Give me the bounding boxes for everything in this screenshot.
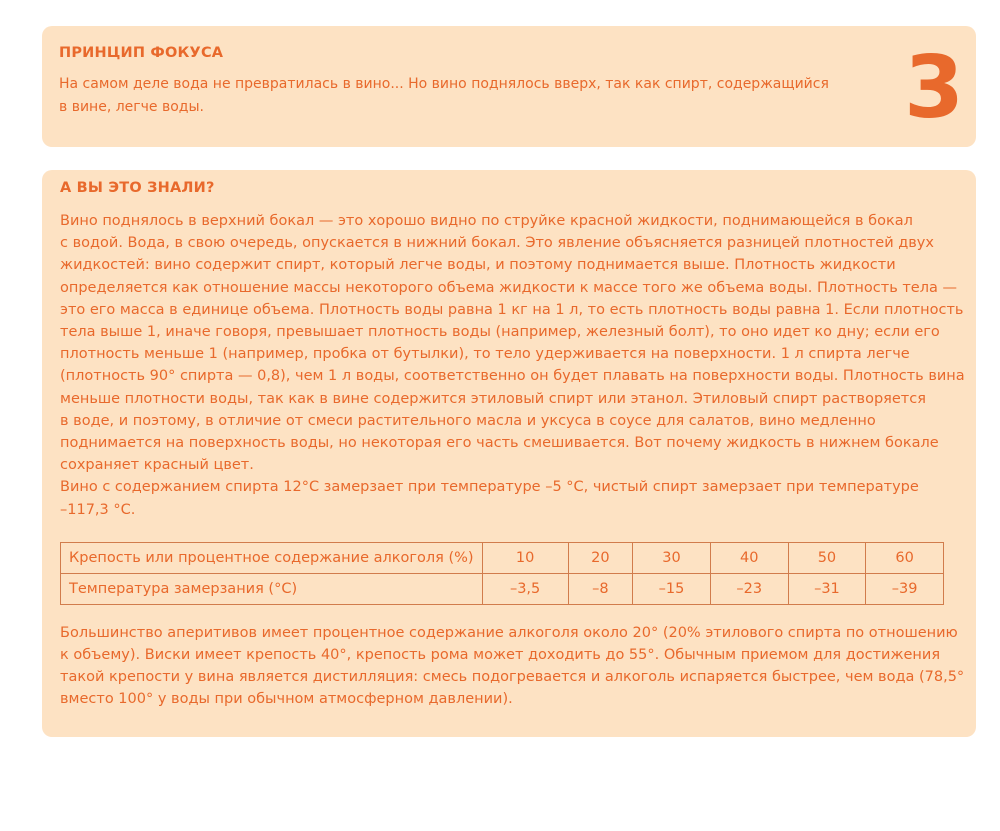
paragraph-line: к объему). Виски имеет крепость 40°, крепость рома может доходить до 55°. Обычным приемом для достижения xyxy=(60,647,941,664)
table-cell: –23 xyxy=(710,573,788,604)
paragraph-line: вместо 100° у воды при обычном атмосферном давлении). xyxy=(60,691,513,708)
paragraph-line: Вино поднялось в верхний бокал — это хорошо видно по струйке красной жидкости, поднимающейся в бокал xyxy=(60,213,913,229)
table-cell: –15 xyxy=(633,573,711,604)
paragraph-line: с водой. Вода, в свою очередь, опускается в нижний бокал. Это явление объясняется разницей плотностей двух xyxy=(60,235,934,252)
aperitif-paragraph xyxy=(60,622,965,711)
focus-text-line: На самом деле вода не превратилась в вино... Но вино поднялось вверх, так как спирт, содержащийся xyxy=(59,76,829,92)
paragraph-line: сохраняет красный цвет. xyxy=(60,457,254,474)
table-cell: 50 xyxy=(788,542,866,573)
paragraph-line: –117,3 °С. xyxy=(60,501,136,518)
did-you-know-panel xyxy=(42,170,976,737)
paragraph-line: тела выше 1, иначе говоря, превышает плотность воды (например, железный болт), то оно идет ко дну; если его xyxy=(60,324,940,341)
paragraph-line: жидкостей: вино содержит спирт, который легче воды, и поэтому поднимается выше. Плотность жидкости xyxy=(60,257,896,274)
table-cell: 30 xyxy=(633,542,711,573)
paragraph-line: это его масса в единице объема. Плотность воды равна 1 кг на 1 л, то есть плотность воды равна 1. Если плотность xyxy=(60,301,964,318)
did-you-know-heading: А ВЫ ЭТО ЗНАЛИ? xyxy=(60,180,215,196)
freezing-point-table xyxy=(60,542,944,605)
paragraph-line: в воде, и поэтому, в отличие от смеси растительного масла и уксуса в соусе для салатов, вино медленно xyxy=(60,412,876,429)
focus-text xyxy=(59,73,839,118)
table-row-label: Температура замерзания (°С) xyxy=(61,573,483,604)
page-number: 3 xyxy=(904,38,964,138)
paragraph-line: Большинство аперитивов имеет процентное содержание алкоголя около 20° (20% этилового спирта по отношению xyxy=(60,624,958,641)
table-cell: 20 xyxy=(568,542,633,573)
table-cell: –31 xyxy=(788,573,866,604)
focus-text-line: в вине, легче воды. xyxy=(59,98,204,115)
density-explanation-paragraph xyxy=(60,210,965,521)
table-row-label: Крепость или процентное содержание алкоголя (%) xyxy=(61,542,483,573)
focus-heading: ПРИНЦИП ФОКУСА xyxy=(59,45,224,61)
focus-principle-panel xyxy=(42,26,976,147)
table-cell: 40 xyxy=(710,542,788,573)
table-cell: –39 xyxy=(866,573,944,604)
table-cell: 60 xyxy=(866,542,944,573)
paragraph-line: плотность меньше 1 (например, пробка от бутылки), то тело удерживается на поверхности. 1 л спирта легче xyxy=(60,346,910,363)
paragraph-line: (плотность 90° спирта — 0,8), чем 1 л воды, соответственно он будет плавать на поверхности воды. Плотность вина xyxy=(60,368,965,385)
table-cell: 10 xyxy=(482,542,568,573)
paragraph-line: поднимается на поверхность воды, но некоторая его часть смешивается. Вот почему жидкость в нижнем бокале xyxy=(60,435,939,452)
paragraph-line: меньше плотности воды, так как в вине содержится этиловый спирт или этанол. Этиловый спирт растворяется xyxy=(60,390,926,407)
paragraph-line: определяется как отношение массы некоторого объема жидкости к массе того же объема воды. Плотность тела — xyxy=(60,279,957,296)
table-row xyxy=(61,542,944,573)
paragraph-line: Вино с содержанием спирта 12°С замерзает при температуре –5 °С, чистый спирт замерзает при температуре xyxy=(60,479,919,496)
table-cell: –3,5 xyxy=(482,573,568,604)
table-row xyxy=(61,573,944,604)
paragraph-line: такой крепости у вина является дистилляция: смесь подогревается и алкоголь испаряется быстрее, чем вода (78,5° xyxy=(60,669,965,686)
table-cell: –8 xyxy=(568,573,633,604)
